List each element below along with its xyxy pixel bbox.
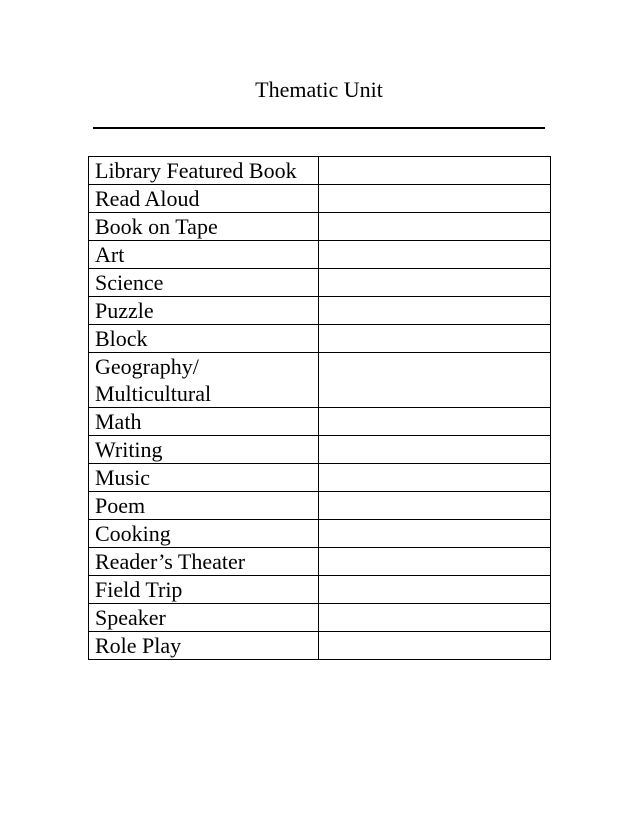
table-row bbox=[89, 353, 551, 408]
row-entry-field-trip[interactable] bbox=[319, 576, 551, 604]
row-label-line: Geography/ bbox=[95, 354, 199, 379]
table-row bbox=[89, 297, 551, 325]
row-label-readers-theater: Reader’s Theater bbox=[89, 548, 319, 576]
row-label-puzzle: Puzzle bbox=[89, 297, 319, 325]
table-row bbox=[89, 632, 551, 660]
title-underline[interactable] bbox=[93, 127, 545, 129]
row-label-math: Math bbox=[89, 408, 319, 436]
activity-table bbox=[88, 156, 551, 660]
row-entry-block[interactable] bbox=[319, 325, 551, 353]
table-row bbox=[89, 325, 551, 353]
row-label-poem: Poem bbox=[89, 492, 319, 520]
row-entry-read-aloud[interactable] bbox=[319, 185, 551, 213]
row-label-field-trip: Field Trip bbox=[89, 576, 319, 604]
row-entry-role-play[interactable] bbox=[319, 632, 551, 660]
row-label-block: Block bbox=[89, 325, 319, 353]
table-row bbox=[89, 269, 551, 297]
table-row bbox=[89, 576, 551, 604]
row-entry-library-featured-book[interactable] bbox=[319, 157, 551, 185]
row-entry-readers-theater[interactable] bbox=[319, 548, 551, 576]
table-row bbox=[89, 520, 551, 548]
table-row bbox=[89, 604, 551, 632]
row-entry-geography-multicultural[interactable] bbox=[319, 353, 551, 408]
row-label-geography-multicultural bbox=[89, 353, 319, 408]
row-label-writing: Writing bbox=[89, 436, 319, 464]
row-entry-poem[interactable] bbox=[319, 492, 551, 520]
row-label-science: Science bbox=[89, 269, 319, 297]
row-label-art: Art bbox=[89, 241, 319, 269]
row-label-line: Multicultural bbox=[95, 381, 212, 406]
row-label-music: Music bbox=[89, 464, 319, 492]
table-row bbox=[89, 241, 551, 269]
row-entry-art[interactable] bbox=[319, 241, 551, 269]
table-row bbox=[89, 157, 551, 185]
row-entry-writing[interactable] bbox=[319, 436, 551, 464]
table-row bbox=[89, 436, 551, 464]
page-title: Thematic Unit bbox=[255, 77, 383, 102]
row-entry-cooking[interactable] bbox=[319, 520, 551, 548]
row-entry-math[interactable] bbox=[319, 408, 551, 436]
row-entry-speaker[interactable] bbox=[319, 604, 551, 632]
row-entry-science[interactable] bbox=[319, 269, 551, 297]
row-entry-music[interactable] bbox=[319, 464, 551, 492]
table-row bbox=[89, 548, 551, 576]
row-label-role-play: Role Play bbox=[89, 632, 319, 660]
row-label-book-on-tape: Book on Tape bbox=[89, 213, 319, 241]
row-entry-book-on-tape[interactable] bbox=[319, 213, 551, 241]
table-row bbox=[89, 213, 551, 241]
row-label-cooking: Cooking bbox=[89, 520, 319, 548]
table-row bbox=[89, 492, 551, 520]
row-label-library-featured-book: Library Featured Book bbox=[89, 157, 319, 185]
table-row bbox=[89, 185, 551, 213]
row-label-speaker: Speaker bbox=[89, 604, 319, 632]
row-label-read-aloud: Read Aloud bbox=[89, 185, 319, 213]
row-entry-puzzle[interactable] bbox=[319, 297, 551, 325]
table-row bbox=[89, 464, 551, 492]
table-row bbox=[89, 408, 551, 436]
